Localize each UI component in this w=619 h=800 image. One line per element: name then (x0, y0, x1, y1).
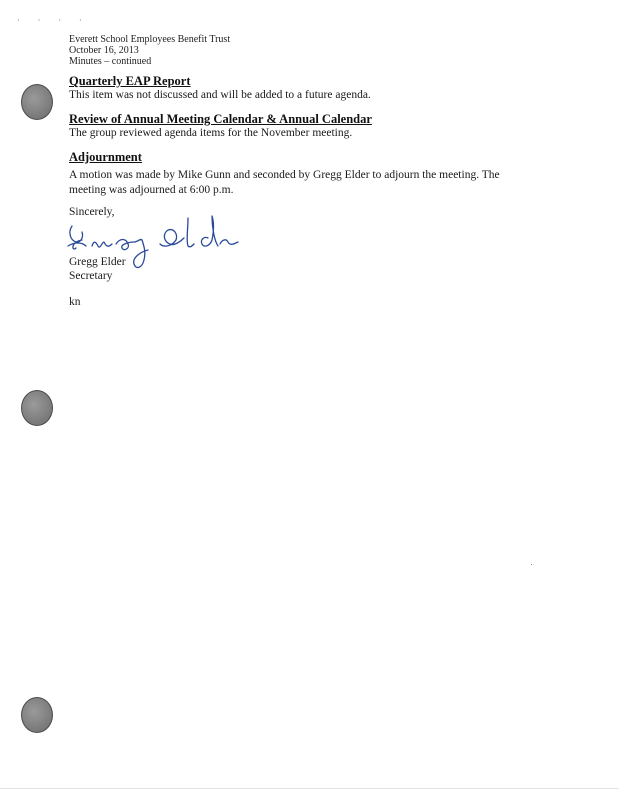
scan-edge-line (0, 788, 619, 789)
section-body-eap-report: This item was not discussed and will be added to a future agenda. (69, 89, 371, 101)
punch-hole-top (21, 84, 53, 120)
section-title-calendar-review: Review of Annual Meeting Calendar & Annual Calendar (69, 112, 372, 126)
page-header (69, 34, 230, 67)
section-title-eap-report: Quarterly EAP Report (69, 74, 191, 88)
scan-specks: · · · · (17, 16, 90, 25)
header-continued: Minutes – continued (69, 56, 152, 67)
punch-hole-middle (21, 390, 53, 426)
closing-salutation: Sincerely, (69, 206, 115, 218)
typist-initials: kn (69, 296, 81, 308)
header-date: October 16, 2013 (69, 45, 139, 56)
section-body-calendar-review: The group reviewed agenda items for the November meeting. (69, 127, 353, 139)
scan-dot (531, 564, 532, 565)
header-organization: Everett School Employees Benefit Trust (69, 34, 231, 45)
signer-title: Secretary (69, 270, 113, 282)
punch-hole-bottom (21, 697, 53, 733)
signer-name: Gregg Elder (69, 256, 126, 268)
section-title-adjournment: Adjournment (69, 150, 142, 164)
section-body-adjournment: A motion was made by Mike Gunn and seconded by Gregg Elder to adjourn the meeting. The meeting was adjourned at 6:00 p.m. (69, 169, 500, 196)
